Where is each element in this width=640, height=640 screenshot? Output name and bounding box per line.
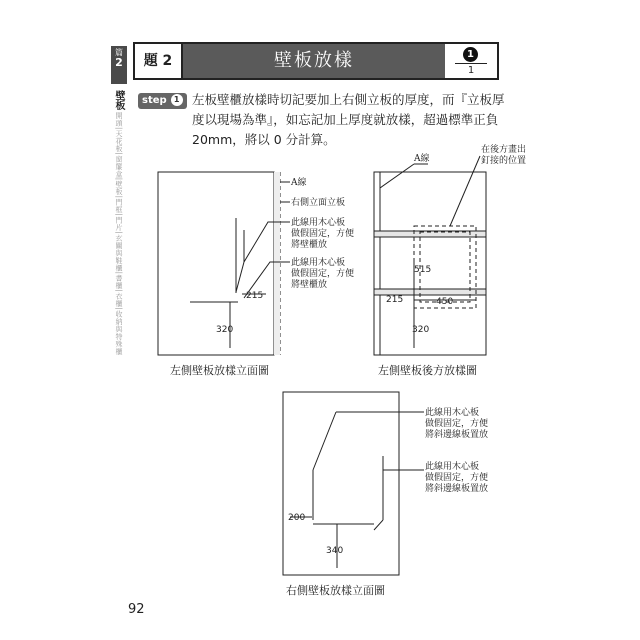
dim-215-rear: 215 (386, 295, 404, 305)
right-note1-line3: 將斜邊線板置放 (425, 430, 489, 440)
label-right-panel: 右側立面立板 (291, 198, 346, 208)
step-badge-label: step (142, 95, 167, 106)
question-title: 壁板放樣 (183, 44, 445, 78)
total-steps: 1 (467, 65, 475, 76)
dim-215: 215 (246, 291, 264, 301)
chapter-nav-list[interactable]: 開頭|天花板|窗簾盒|壁板|門框|門片|玄關與鞋櫃|書櫃|衣櫃|收納與特殊櫃 (115, 112, 123, 356)
current-step-circle: 1 (463, 47, 478, 62)
step-badge-number: 1 (171, 94, 183, 106)
dim-320: 320 (216, 325, 234, 335)
nail-note-line1: 在後方畫出 (481, 145, 527, 155)
rear-panel-outline (374, 172, 486, 355)
right-note2-line2: 做假固定，方便 (425, 473, 489, 483)
step-description: 左板壁櫃放樣時切記要加上右側立板的厚度，而『立板厚度以現場為準』，如忘記加上厚度就放樣，超過標準正負20mm，將以 0 分計算。 (192, 92, 505, 147)
figure-rear-layout (374, 156, 486, 355)
right-note2-line1: 此線用木心板 (425, 462, 480, 472)
nail-note-line2: 釘接的位置 (481, 156, 527, 166)
guide-diagonal-line (236, 262, 244, 292)
dim-515: 515 (414, 265, 432, 275)
dim-340: 340 (326, 546, 344, 556)
note1-line2: 做假固定，方便 (291, 229, 355, 239)
leader-note1 (244, 222, 290, 262)
right-panel-fill (274, 172, 280, 355)
note2-line3: 將壁櫃放 (291, 280, 328, 290)
right-note1-line2: 做假固定，方便 (425, 419, 489, 429)
right-note2-line3: 將斜邊線板置放 (425, 484, 489, 494)
label-a-line-2: A線 (414, 154, 430, 164)
page-number: 92 (128, 602, 145, 617)
question-label: 題 2 (135, 44, 183, 78)
caption-left-elevation: 左側壁板放樣立面圖 (170, 364, 269, 377)
dim-200: 200 (288, 513, 306, 523)
leader-a-line-2 (380, 164, 414, 188)
chapter-number: 2 (115, 56, 123, 69)
dim-450: 450 (436, 297, 454, 307)
figure-left-elevation-text (216, 176, 354, 335)
dim-320-rear: 320 (412, 325, 430, 335)
note2-line2: 做假固定，方便 (291, 269, 355, 279)
figure-right-elevation-text (288, 406, 488, 556)
figure-right-elevation (283, 392, 424, 575)
caption-right-elevation: 右側壁板放樣立面圖 (286, 584, 385, 597)
right-note1-line1: 此線用木心板 (425, 408, 480, 418)
caption-rear-layout: 左側壁板後方放樣圖 (378, 364, 477, 377)
chapter-title: 壁板 (113, 90, 124, 110)
right-guide-corner (374, 520, 383, 530)
note1-line1: 此線用木心板 (291, 218, 346, 228)
note1-line3: 將壁櫃放 (291, 240, 328, 250)
note2-line1: 此線用木心板 (291, 258, 346, 268)
chapter-label: 篇 (115, 48, 123, 57)
label-a-line: A線 (291, 178, 307, 188)
leader-nail-position (450, 156, 480, 226)
right-guide-diagonal (313, 412, 336, 470)
